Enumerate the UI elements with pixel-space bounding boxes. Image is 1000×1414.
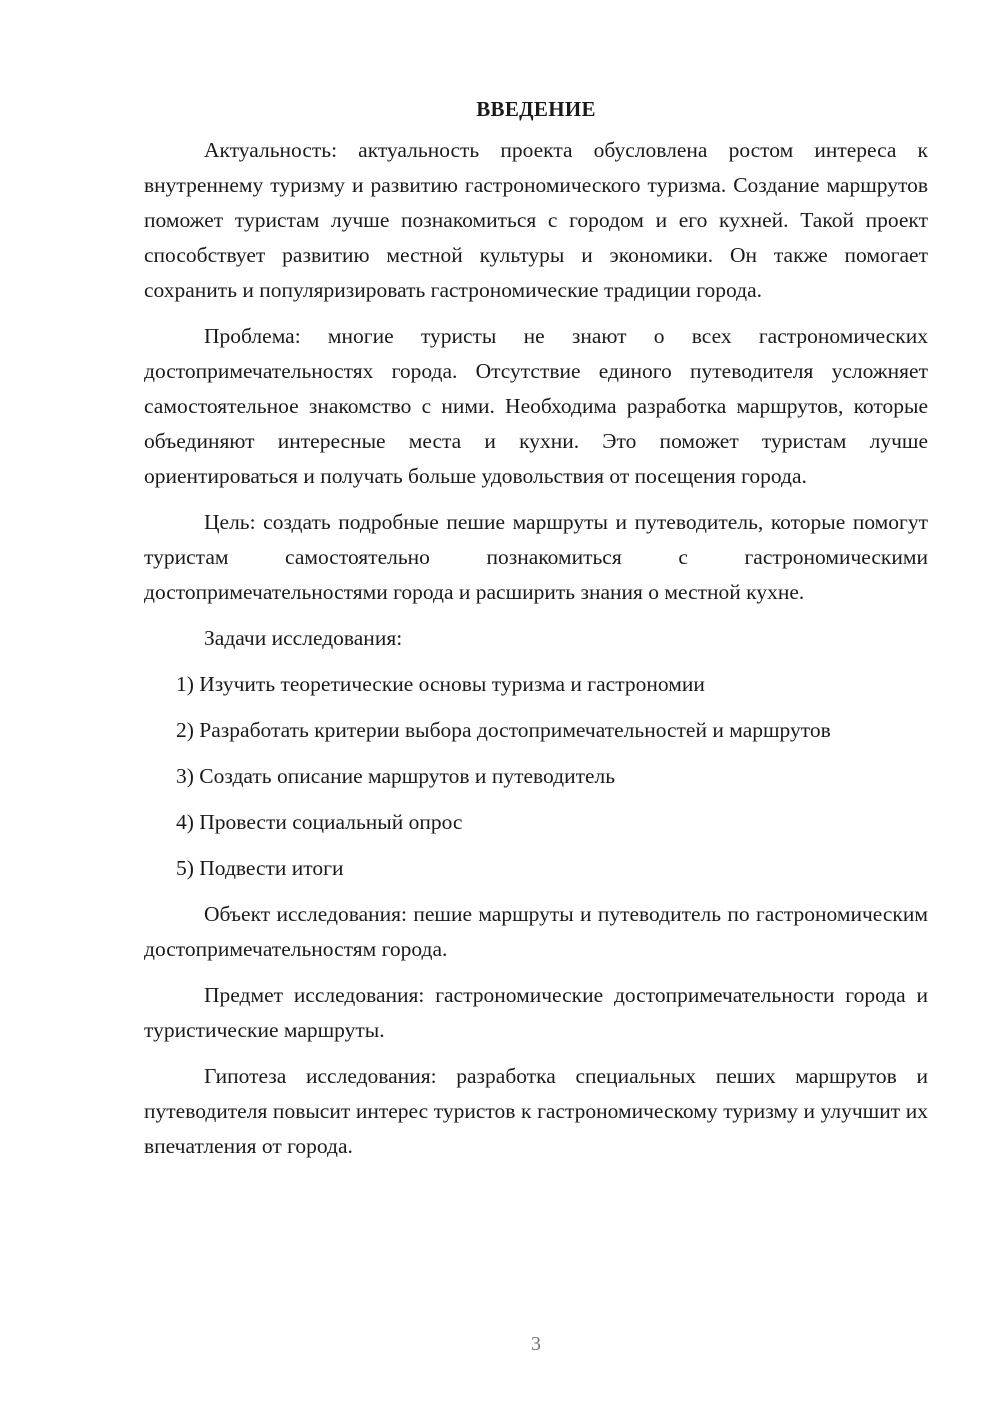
section-title: ВВЕДЕНИЕ [476, 97, 596, 121]
paragraph-hypothesis: Гипотеза исследования: разработка специальных пеших маршрутов и путеводителя повысит интерес туристов к гастрономическому туризму и улучшит их впечатления от города. [144, 1064, 928, 1158]
paragraph-goal: Цель: создать подробные пешие маршруты и путеводитель, которые помогут туристам самостоятельно познакомиться с гастрономическими достопримечательностями города и расширить знания о местной кухне. [144, 510, 928, 604]
task-item-2: 2) Разработать критерии выбора достопримечательностей и маршрутов [176, 718, 831, 742]
page-number: 3 [531, 1333, 541, 1355]
task-item-5: 5) Подвести итоги [176, 856, 344, 880]
tasks-heading: Задачи исследования: [204, 626, 403, 650]
task-item-1: 1) Изучить теоретические основы туризма и гастрономии [176, 672, 705, 696]
task-item-4: 4) Провести социальный опрос [176, 810, 463, 834]
paragraph-object: Объект исследования: пешие маршруты и путеводитель по гастрономическим достопримечательностям города. [144, 902, 928, 961]
page-content [144, 92, 928, 1175]
paragraph-relevance: Актуальность: актуальность проекта обусловлена ростом интереса к внутреннему туризму и развитию гастрономического туризма. Создание маршрутов поможет туристам лучше познакомиться с городом и его кухней. Такой проект способствует развитию местной культуры и экономики. Он также помогает сохранить и популяризировать гастрономические традиции города. [144, 138, 928, 302]
paragraph-problem: Проблема: многие туристы не знают о всех гастрономических достопримечательностях города. Отсутствие единого путеводителя усложняет самостоятельное знакомство с ними. Необходима разработка маршрутов, которые объединяют интересные места и кухни. Это поможет туристам лучше ориентироваться и получать больше удовольствия от посещения города. [144, 324, 928, 488]
paragraph-subject: Предмет исследования: гастрономические достопримечательности города и туристические маршруты. [144, 983, 928, 1042]
task-item-3: 3) Создать описание маршрутов и путеводитель [176, 764, 616, 788]
tasks-list [144, 667, 928, 886]
